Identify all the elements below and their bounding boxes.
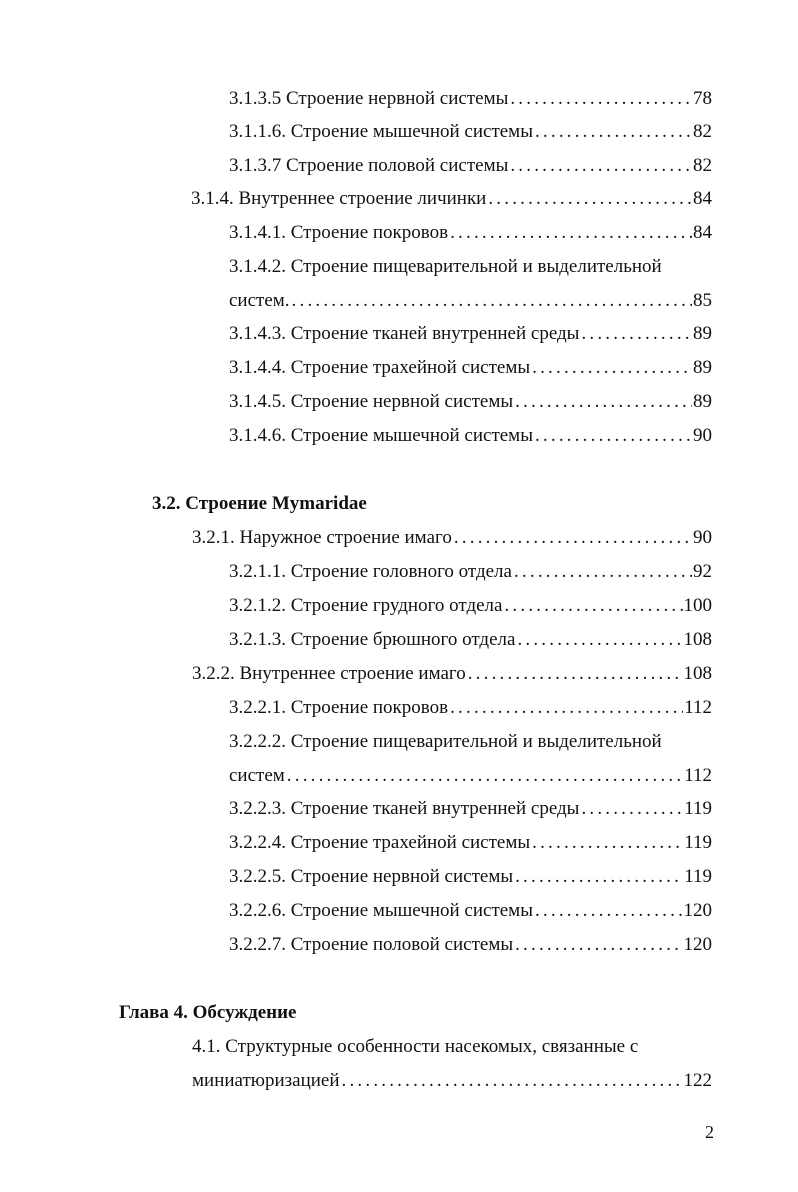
toc-leader-dots [450, 221, 692, 245]
toc-leader-dots [515, 390, 692, 414]
toc-entry [229, 696, 712, 720]
toc-leader-dots [515, 865, 683, 889]
toc-entry-page: 108 [683, 629, 712, 650]
toc-entry-title: 3.2.2.2. Строение пищеварительной и выделительной [229, 731, 662, 752]
toc-leader-dots [535, 424, 692, 448]
section-heading-title: 3.2. Строение Mymaridae [152, 493, 367, 514]
toc-entry-page: 120 [683, 934, 712, 955]
toc-entry-title: 4.1. Структурные особенности насекомых, связанные с [192, 1036, 639, 1057]
toc-entry [229, 87, 712, 111]
toc-entry-title: 3.2.2.5. Строение нервной системы [229, 866, 514, 887]
toc-entry [192, 662, 712, 686]
toc-leader-dots [532, 831, 683, 855]
toc-entry-title: 3.2.2.1. Строение покровов [229, 697, 449, 718]
toc-entry-title: 3.2.1.3. Строение брюшного отдела [229, 629, 516, 650]
chapter-heading-title: Глава 4. Обсуждение [119, 1002, 297, 1023]
toc-entry-page: 92 [693, 561, 712, 582]
toc-leader-dots [535, 899, 683, 923]
toc-entry [229, 594, 712, 618]
toc-leader-dots [510, 87, 692, 111]
toc-entry-page: 85 [693, 290, 712, 311]
page-number-value: 2 [705, 1122, 714, 1142]
toc-entry [229, 356, 712, 380]
toc-entry [229, 933, 712, 957]
toc-leader-dots [468, 662, 683, 686]
toc-entry [229, 899, 712, 923]
toc-entry-continued [229, 730, 662, 754]
toc-entry-title: 3.2.1.1. Строение головного отдела [229, 561, 512, 582]
toc-entry-page: 84 [693, 188, 712, 209]
toc-entry-title: 3.1.4.4. Строение трахейной системы [229, 357, 531, 378]
toc-leader-dots [510, 154, 692, 178]
toc-entry [229, 797, 712, 821]
toc-entry [229, 120, 712, 144]
toc-entry-page: 100 [683, 595, 712, 616]
toc-leader-dots [581, 797, 683, 821]
toc-entry-page: 82 [693, 155, 712, 176]
toc-entry-page: 112 [684, 765, 712, 786]
toc-entry [229, 390, 712, 414]
toc-leader-dots [535, 120, 692, 144]
toc-entry-page: 90 [693, 425, 712, 446]
toc-entry-title: 3.1.4. Внутреннее строение личинки [191, 188, 487, 209]
toc-entry [229, 560, 712, 584]
toc-entry-page: 119 [684, 866, 712, 887]
toc-entry-title: 3.1.3.5 Строение нервной системы [229, 88, 509, 109]
section-heading [152, 492, 367, 516]
toc-entry-page: 82 [693, 121, 712, 142]
toc-entry [229, 289, 712, 313]
toc-entry [229, 865, 712, 889]
toc-entry-continued [192, 1035, 638, 1059]
chapter-heading [119, 1001, 296, 1025]
toc-entry-title: 3.2.2.7. Строение половой системы [229, 934, 514, 955]
toc-entry-page: 108 [683, 663, 712, 684]
toc-entry-page: 120 [683, 900, 712, 921]
toc-entry [229, 764, 712, 788]
toc-entry-title: 3.1.1.6. Строение мышечной системы [229, 121, 533, 142]
toc-entry [229, 221, 712, 245]
toc-entry-title: 3.1.4.2. Строение пищеварительной и выделительной [229, 256, 662, 277]
toc-entry-page: 89 [693, 391, 712, 412]
toc-entry [192, 526, 712, 550]
toc-entry [229, 322, 712, 346]
toc-entry-title: 3.2.2.6. Строение мышечной системы [229, 900, 533, 921]
toc-leader-dots [515, 933, 682, 957]
toc-entry-title: систем. [229, 290, 290, 311]
toc-entry [229, 154, 712, 178]
toc-entry-continued [229, 255, 662, 279]
toc-entry-title: 3.1.3.7 Строение половой системы [229, 155, 509, 176]
toc-entry-title: 3.1.4.3. Строение тканей внутренней среды [229, 323, 580, 344]
toc-entry [229, 831, 712, 855]
toc-entry-page: 90 [693, 527, 712, 548]
toc-leader-dots [504, 594, 682, 618]
toc-leader-dots [581, 322, 692, 346]
toc-entry-title: 3.1.4.5. Строение нервной системы [229, 391, 514, 412]
toc-leader-dots [450, 696, 683, 720]
toc-entry-page: 78 [693, 88, 712, 109]
page-number [705, 1120, 714, 1144]
toc-leader-dots [342, 1069, 683, 1093]
toc-entry-title: 3.2.2.4. Строение трахейной системы [229, 832, 531, 853]
toc-entry-page: 119 [684, 798, 712, 819]
toc-entry-page: 119 [684, 832, 712, 853]
toc-entry-title: 3.2.1. Наружное строение имаго [192, 527, 452, 548]
toc-leader-dots [488, 187, 692, 211]
toc-entry-title: 3.2.2. Внутреннее строение имаго [192, 663, 466, 684]
toc-entry-page: 89 [693, 323, 712, 344]
toc-entry [229, 424, 712, 448]
toc-entry [192, 1069, 712, 1093]
toc-leader-dots [514, 560, 692, 584]
toc-entry-title: 3.1.4.6. Строение мышечной системы [229, 425, 533, 446]
toc-entry-title: 3.2.1.2. Строение грудного отдела [229, 595, 503, 616]
toc-entry [229, 628, 712, 652]
toc-entry-page: 112 [684, 697, 712, 718]
toc-entry-page: 84 [693, 222, 712, 243]
toc-entry-page: 122 [683, 1070, 712, 1091]
toc-entry-title: систем [229, 765, 285, 786]
toc-entry-title: 3.1.4.1. Строение покровов [229, 222, 449, 243]
toc-leader-dots [292, 289, 692, 313]
toc-entry-title: миниатюризацией [192, 1070, 340, 1091]
toc-leader-dots [454, 526, 692, 550]
toc-leader-dots [287, 764, 683, 788]
toc-entry-page: 89 [693, 357, 712, 378]
toc-leader-dots [532, 356, 692, 380]
toc-leader-dots [517, 628, 682, 652]
toc-entry [191, 187, 712, 211]
toc-entry-title: 3.2.2.3. Строение тканей внутренней среды [229, 798, 580, 819]
